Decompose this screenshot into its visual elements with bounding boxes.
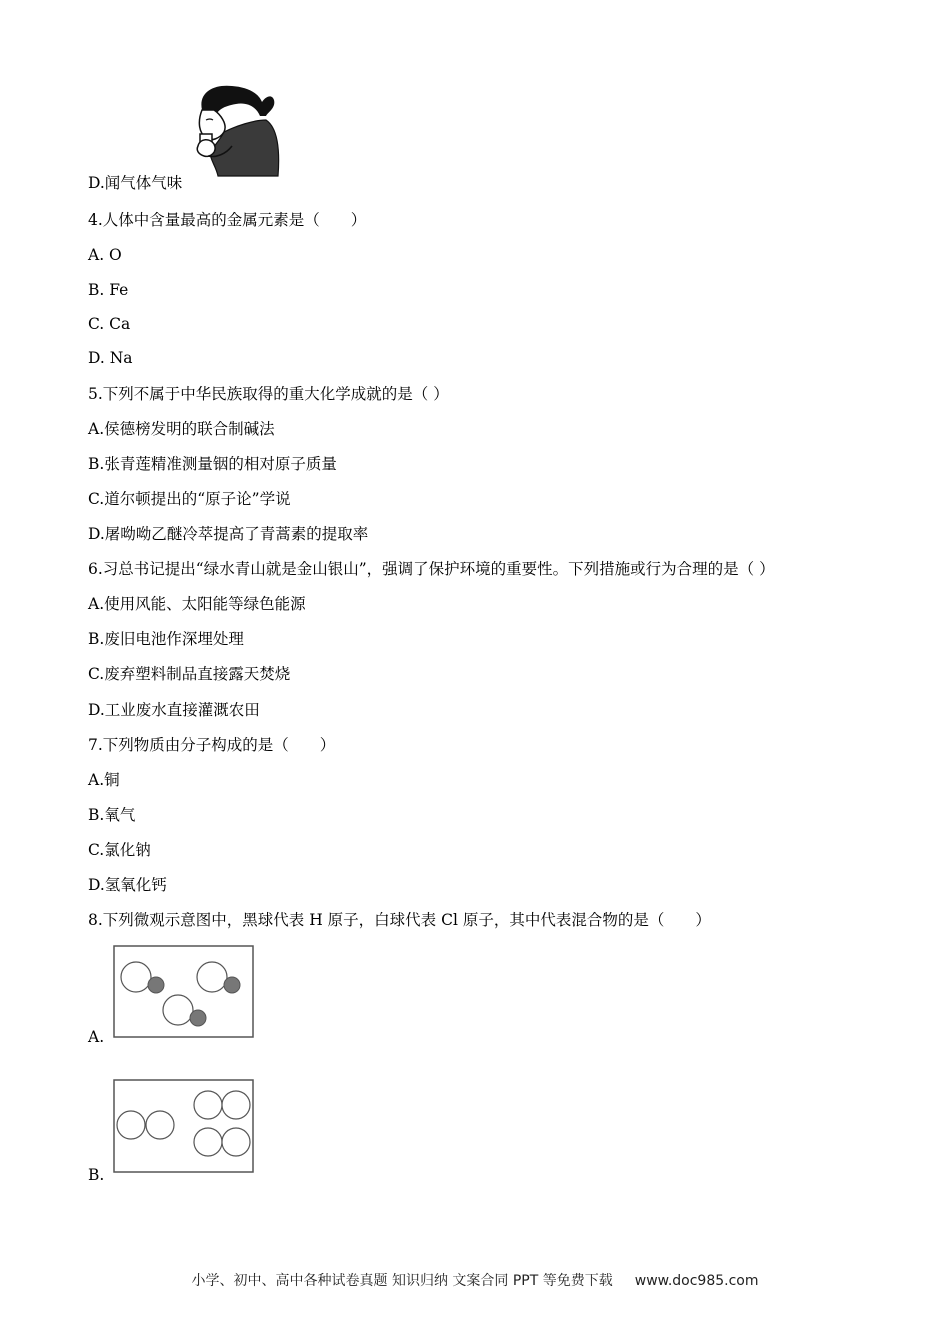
q6-option-a: A.使用风能、太阳能等绿色能源 (88, 595, 306, 613)
q7-option-b: B.氧气 (88, 806, 136, 824)
person-smelling-gas-figure (180, 80, 285, 180)
q6-option-c: C.废弃塑料制品直接露天焚烧 (88, 665, 291, 683)
q5-option-d: D.屠呦呦乙醚冷萃提高了青蒿素的提取率 (88, 525, 369, 543)
q6-option-d: D.工业废水直接灌溉农田 (88, 701, 260, 719)
q6-option-b: B.废旧电池作深埋处理 (88, 630, 244, 648)
q4-option-c: C. Ca (88, 315, 131, 333)
q5-option-c: C.道尔顿提出的“原子论”学说 (88, 490, 291, 508)
q8-diagram-a (113, 945, 255, 1039)
q6-stem: 6.习总书记提出“绿水青山就是金山银山”，强调了保护环境的重要性。下列措施或行为合理的是（ ） (88, 560, 775, 578)
q8-stem: 8.下列微观示意图中，黑球代表 H 原子，白球代表 Cl 原子，其中代表混合物的是（ ） (88, 911, 711, 929)
q8-option-b: B. (88, 1166, 105, 1184)
q5-stem: 5.下列不属于中华民族取得的重大化学成就的是（ ） (88, 385, 449, 403)
q7-stem: 7.下列物质由分子构成的是（ ） (88, 736, 336, 754)
q7-option-d: D.氢氧化钙 (88, 876, 167, 894)
q4-stem: 4.人体中含量最高的金属元素是（ ） (88, 211, 367, 229)
q8-option-a: A. (88, 1028, 105, 1046)
q4-option-b: B. Fe (88, 281, 129, 299)
q8-diagram-b (113, 1079, 255, 1174)
q5-option-a: A.侯德榜发明的联合制碱法 (88, 420, 275, 438)
q7-option-c: C.氯化钠 (88, 841, 151, 859)
q3-option-d: D.闻气体气味 (88, 174, 183, 192)
q7-option-a: A.铜 (88, 771, 120, 789)
q4-option-d: D. Na (88, 349, 133, 367)
footer-text: 小学、初中、高中各种试卷真题 知识归纳 文案合同 PPT 等免费下载 (191, 1273, 613, 1289)
q4-option-a: A. O (88, 246, 122, 264)
q5-option-b: B.张青莲精准测量铟的相对原子质量 (88, 455, 337, 473)
footer-site-link[interactable]: www.doc985.com (634, 1273, 759, 1289)
page-footer (0, 1270, 950, 1290)
